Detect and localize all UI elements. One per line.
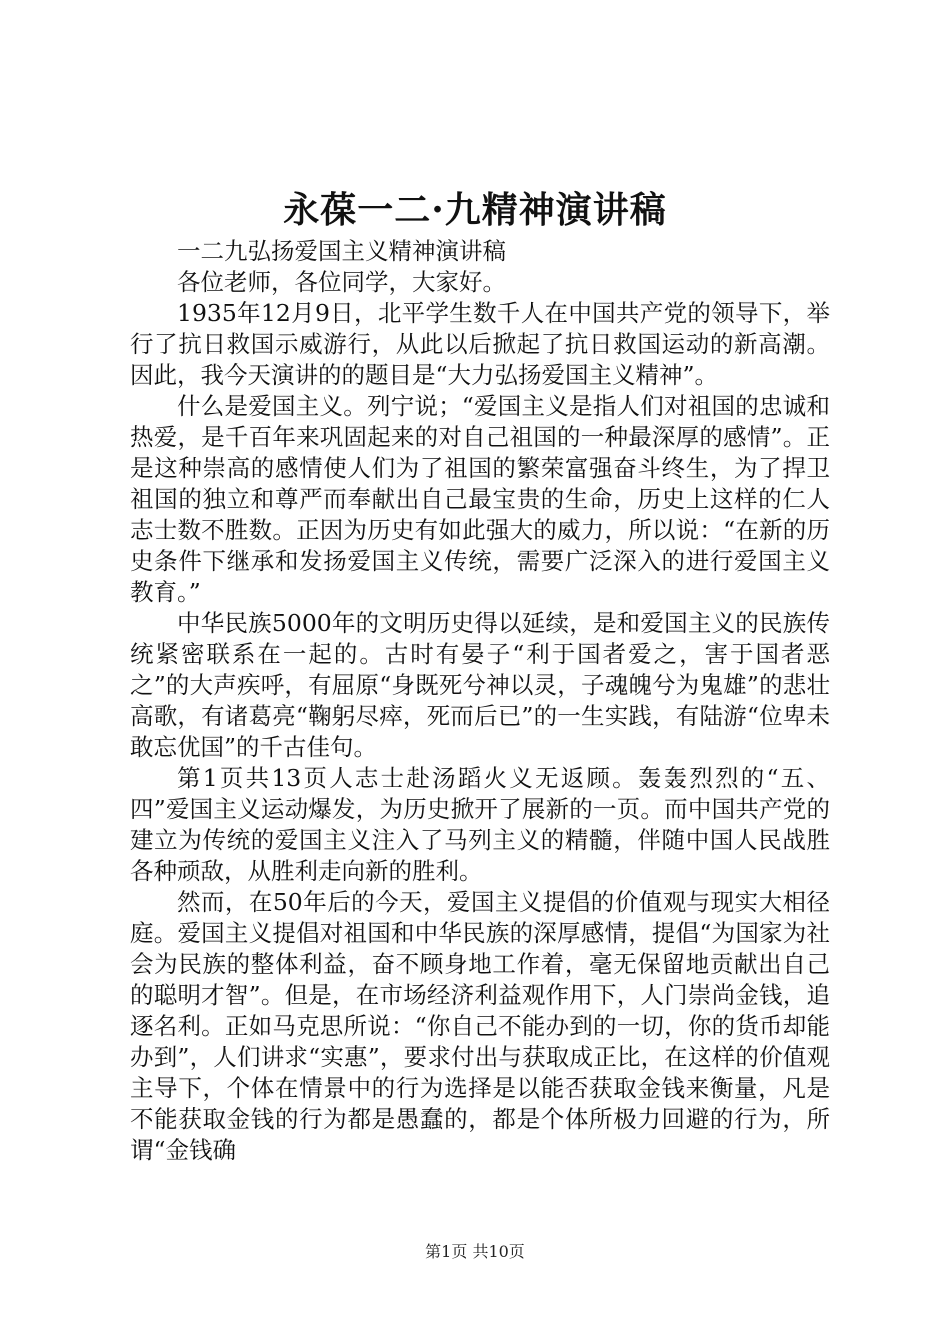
paragraph-may-fourth: 第1页共13页人志士赴汤蹈火义无返顾。轰轰烈烈的“五、四”爱国主义运动爆发，为历史掀开了展新的一页。而中国共产党的建立为传统的爱国主义注入了马列主义的精髓，伴随中国人民战胜各种顽敌，从胜利走向新的胜利。 xyxy=(130,764,830,885)
paragraph-today: 然而，在50年后的今天，爱国主义提倡的价值观与现实大相径庭。爱国主义提倡对祖国和中华民族的深厚感情，提倡“为国家为社会为民族的整体利益，奋不顾身地工作着，毫无保留地贡献出自己的聪明才智”。但是，在市场经济利益观作用下，人门崇尚金钱，追逐名利。正如马克思所说：“你自己不能办到的一切，你的货币却能办到”，人们讲求“实惠”，要求付出与获取成正比，在这样的价值观主导下，个体在情景中的行为选择是以能否获取金钱来衡量，凡是不能获取金钱的行为都是愚蠢的，都是个体所极力回避的行为，所谓“金钱确 xyxy=(130,888,830,1164)
paragraph-what-is-patriotism: 什么是爱国主义。列宁说；“爱国主义是指人们对祖国的忠诚和热爱，是千百年来巩固起来的对自己祖国的一种最深厚的感情”。正是这种崇高的感情使人们为了祖国的繁荣富强奋斗终生，为了捍卫祖国的独立和尊严而奉献出自己最宝贵的生命，历史上这样的仁人志士数不胜数。正因为历史有如此强大的威力，所以说：“在新的历史条件下继承和发扬爱国主义传统，需要广泛深入的进行爱国主义教育。” xyxy=(130,392,830,606)
paragraph-1935: 1935年12月9日，北平学生数千人在中国共产党的领导下，举行了抗日救国示威游行，从此以后掀起了抗日救国运动的新高潮。因此，我今天演讲的的题目是“大力弘扬爱国主义精神”。 xyxy=(130,299,830,389)
page-footer: 第1页 共10页 xyxy=(425,1242,525,1261)
document-body xyxy=(130,236,830,1166)
document-title: 永葆一二·九精神演讲稿 xyxy=(283,189,667,231)
paragraph-subtitle: 一二九弘扬爱国主义精神演讲稿 xyxy=(177,237,506,265)
paragraph-greeting: 各位老师，各位同学，大家好。 xyxy=(177,268,506,296)
paragraph-history: 中华民族5000年的文明历史得以延续，是和爱国主义的民族传统紧密联系在一起的。古时有晏子“利于国者爱之，害于国者恶之”的大声疾呼，有屈原“身既死兮神以灵，子魂魄兮为鬼雄”的悲壮高歌，有诸葛亮“鞠躬尽瘁，死而后已”的一生实践，有陆游“位卑未敢忘优国”的千古佳句。 xyxy=(130,609,830,761)
